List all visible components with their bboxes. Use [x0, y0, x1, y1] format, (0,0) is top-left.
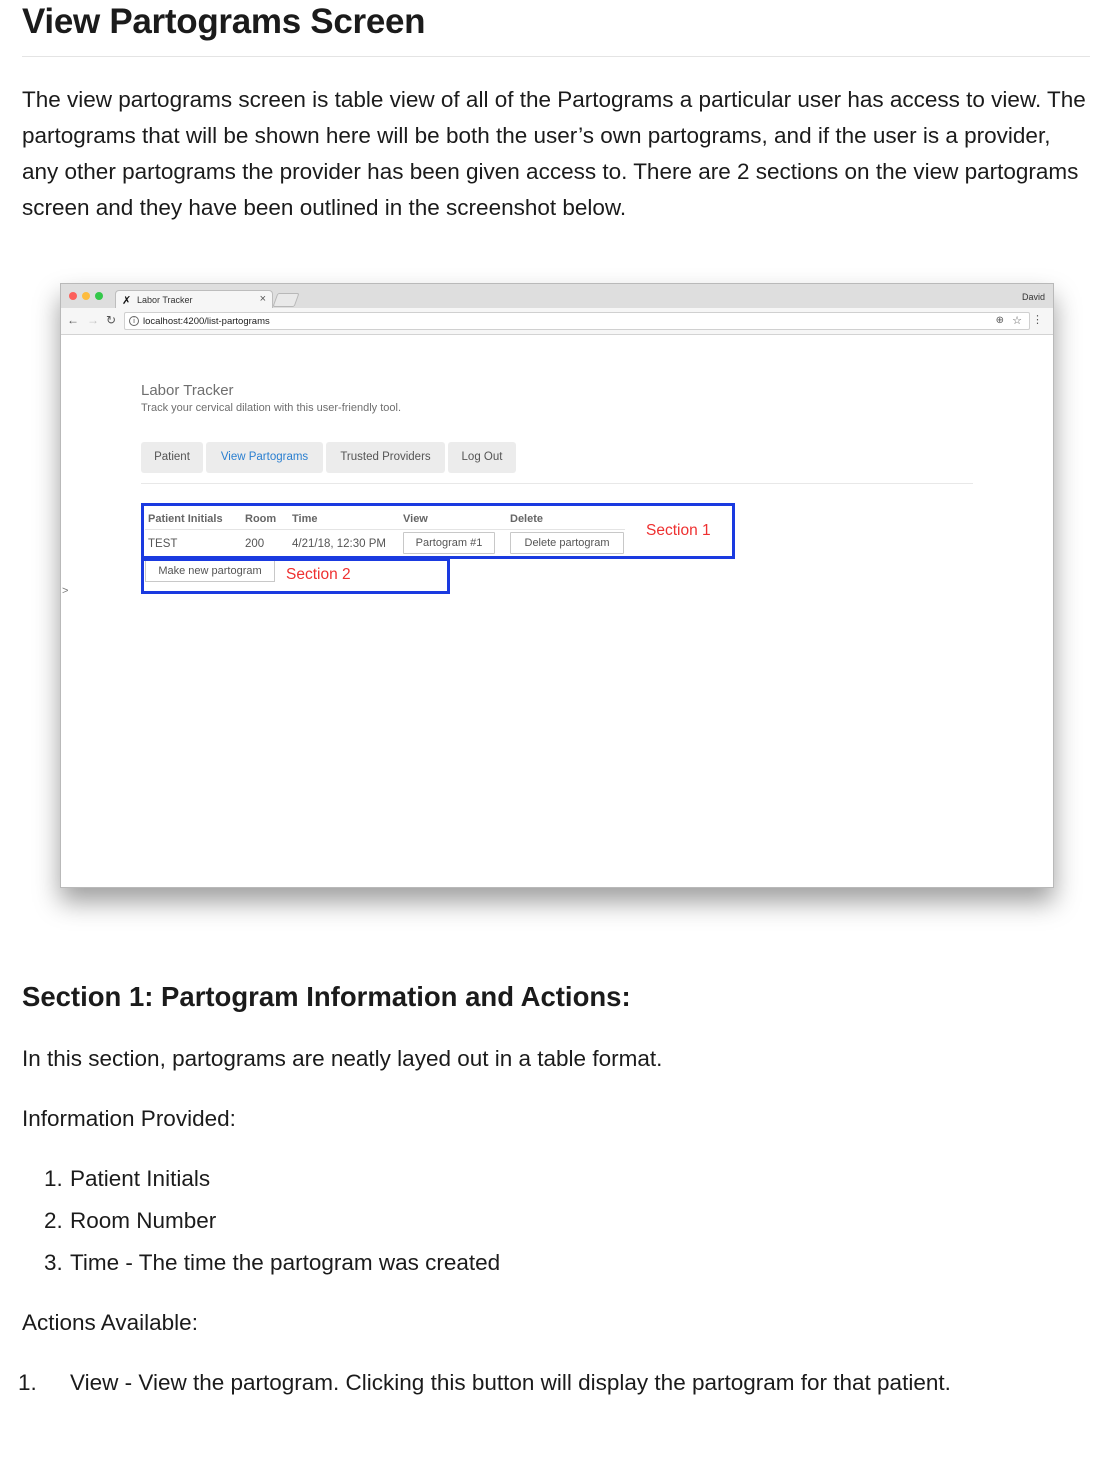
actions-heading: Actions Available:	[22, 1310, 198, 1335]
list-item	[44, 1245, 500, 1281]
app-title: Labor Tracker	[141, 382, 234, 399]
nav-trusted-providers[interactable]: Trusted Providers	[326, 442, 445, 473]
menu-icon[interactable]: ⋮	[1032, 314, 1043, 326]
new-tab-button[interactable]	[272, 293, 299, 307]
list-number: 1.	[18, 1370, 37, 1395]
make-new-partogram-button[interactable]: Make new partogram	[145, 560, 275, 582]
header-room: Room	[245, 513, 277, 525]
screenshot-window	[60, 283, 1054, 888]
address-bar[interactable]	[124, 312, 1030, 330]
info-icon[interactable]: i	[129, 316, 139, 326]
browser-tab[interactable]	[115, 290, 273, 309]
list-text: Time - The time the partogram was created	[70, 1250, 501, 1275]
zoom-icon[interactable]: ⊕	[995, 315, 1004, 326]
list-text: View - View the partogram. Clicking this button will display the partogram for that patient.	[70, 1370, 951, 1395]
stray-caret: >	[62, 585, 69, 597]
forward-arrow-icon[interactable]: →	[87, 313, 99, 327]
favicon-icon: ✗	[122, 295, 132, 307]
tab-title: Labor Tracker	[137, 295, 193, 305]
close-window-icon[interactable]	[69, 292, 77, 300]
list-item	[18, 1365, 1034, 1401]
profile-name[interactable]: David	[1021, 292, 1045, 302]
header-delete: Delete	[510, 513, 544, 525]
intro-paragraph: The view partograms screen is table view of all of the Partograms a particular user has access to view. The partograms that will be shown here will be both the user’s own partograms, and if the user is a provider, any other partograms the provider has been given access to. There are 2 sections on the view partograms screen and they have been outlined in the screenshot below.	[22, 87, 1086, 220]
section1-label: Section 1	[646, 522, 711, 539]
list-number: 1.	[44, 1166, 63, 1191]
delete-partogram-button[interactable]: Delete partogram	[510, 532, 624, 554]
title-divider	[22, 56, 1090, 57]
list-number: 2.	[44, 1208, 63, 1233]
list-item	[44, 1203, 216, 1239]
nav-patient[interactable]: Patient	[141, 442, 203, 473]
section1-description: In this section, partograms are neatly layed out in a table format.	[22, 1046, 663, 1071]
browser-titlebar	[61, 284, 1053, 308]
back-arrow-icon[interactable]: ←	[67, 313, 79, 327]
nav-view-partograms[interactable]: View Partograms	[206, 442, 323, 473]
cell-initials: TEST	[148, 538, 178, 550]
app-divider	[141, 483, 973, 484]
url-text[interactable]: localhost:4200/list-partograms	[143, 316, 270, 327]
page-title: View Partograms Screen	[22, 2, 426, 41]
header-patient-initials: Patient Initials	[148, 513, 223, 525]
section1-heading: Section 1: Partogram Information and Actions:	[22, 981, 631, 1012]
tab-close-icon[interactable]: ×	[259, 293, 266, 305]
header-view: View	[403, 513, 428, 525]
header-time: Time	[292, 513, 318, 525]
info-heading: Information Provided:	[22, 1106, 236, 1131]
minimize-window-icon[interactable]	[82, 292, 90, 300]
cell-room: 200	[245, 538, 265, 550]
list-text: Room Number	[70, 1208, 217, 1233]
list-item	[44, 1161, 210, 1197]
maximize-window-icon[interactable]	[95, 292, 103, 300]
star-icon[interactable]: ☆	[1012, 315, 1022, 327]
reload-icon[interactable]: ↻	[106, 313, 117, 327]
list-text: Patient Initials	[70, 1166, 211, 1191]
view-partogram-button[interactable]: Partogram #1	[403, 532, 495, 554]
browser-toolbar	[61, 308, 1053, 335]
nav-log-out[interactable]: Log Out	[448, 442, 516, 473]
cell-time: 4/21/18, 12:30 PM	[292, 538, 386, 550]
list-number: 3.	[44, 1250, 63, 1275]
section2-label: Section 2	[286, 566, 351, 583]
app-subtitle: Track your cervical dilation with this user-friendly tool.	[141, 402, 402, 414]
